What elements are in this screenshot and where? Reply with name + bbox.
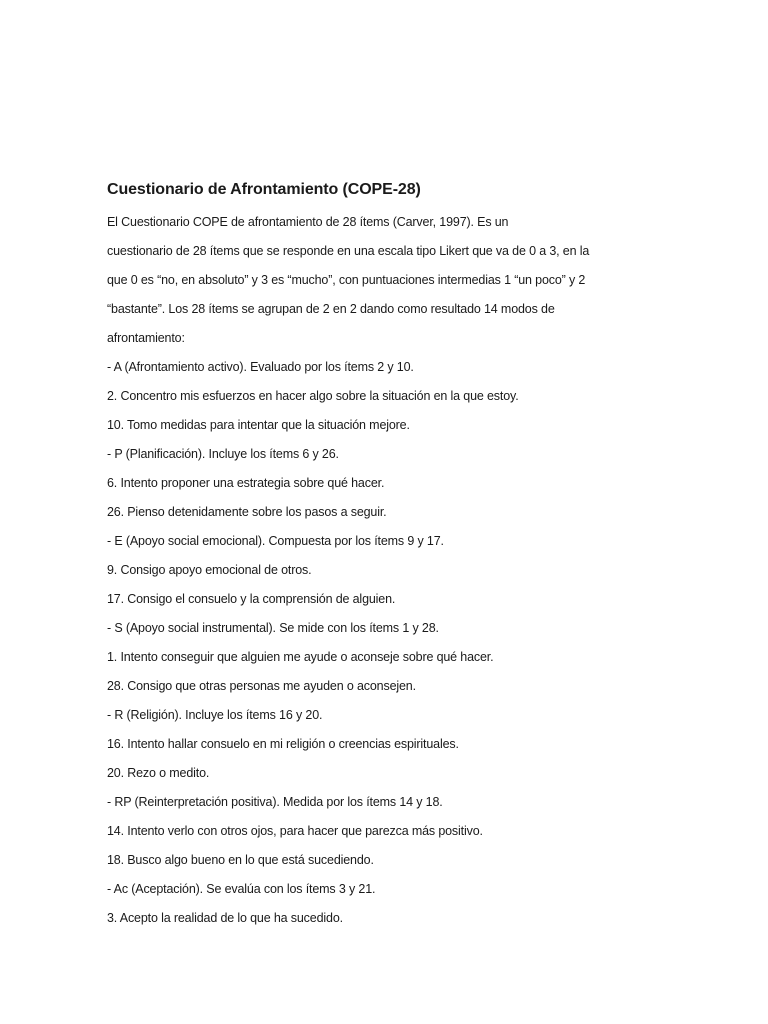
item-line: 6. Intento proponer una estrategia sobre qué hacer.: [107, 476, 385, 490]
item-line: 2. Concentro mis esfuerzos en hacer algo sobre la situación en la que estoy.: [107, 389, 519, 403]
item-line: 3. Acepto la realidad de lo que ha sucedido.: [107, 911, 343, 925]
items-list: [107, 353, 667, 933]
document-title: Cuestionario de Afrontamiento (COPE-28): [107, 181, 421, 198]
intro-line: El Cuestionario COPE de afrontamiento de 28 ítems (Carver, 1997). Es un: [107, 215, 509, 229]
category-line: - R (Religión). Incluye los ítems 16 y 20.: [107, 708, 323, 722]
item-line: 1. Intento conseguir que alguien me ayude o aconseje sobre qué hacer.: [107, 650, 494, 664]
intro-line: que 0 es “no, en absoluto” y 3 es “mucho”, con puntuaciones intermedias 1 “un poco” y 2: [107, 273, 586, 287]
category-line: - Ac (Aceptación). Se evalúa con los ítems 3 y 21.: [107, 882, 376, 896]
category-line: - A (Afrontamiento activo). Evaluado por los ítems 2 y 10.: [107, 360, 414, 374]
item-line: 26. Pienso detenidamente sobre los pasos a seguir.: [107, 505, 387, 519]
intro-line: cuestionario de 28 ítems que se responde en una escala tipo Likert que va de 0 a 3, en la: [107, 244, 590, 258]
category-line: - RP (Reinterpretación positiva). Medida por los ítems 14 y 18.: [107, 795, 443, 809]
item-line: 14. Intento verlo con otros ojos, para hacer que parezca más positivo.: [107, 824, 483, 838]
item-line: 17. Consigo el consuelo y la comprensión de alguien.: [107, 592, 396, 606]
category-line: - S (Apoyo social instrumental). Se mide con los ítems 1 y 28.: [107, 621, 439, 635]
item-line: 9. Consigo apoyo emocional de otros.: [107, 563, 312, 577]
item-line: 18. Busco algo bueno en lo que está sucediendo.: [107, 853, 374, 867]
document-content: [107, 178, 667, 933]
item-line: 20. Rezo o medito.: [107, 766, 210, 780]
intro-line: afrontamiento:: [107, 331, 185, 345]
category-line: - P (Planificación). Incluye los ítems 6 y 26.: [107, 447, 339, 461]
item-line: 16. Intento hallar consuelo en mi religión o creencias espirituales.: [107, 737, 459, 751]
intro-line: “bastante”. Los 28 ítems se agrupan de 2 en 2 dando como resultado 14 modos de: [107, 302, 555, 316]
item-line: 28. Consigo que otras personas me ayuden o aconsejen.: [107, 679, 416, 693]
item-line: 10. Tomo medidas para intentar que la situación mejore.: [107, 418, 410, 432]
intro-paragraph: [107, 208, 667, 353]
category-line: - E (Apoyo social emocional). Compuesta por los ítems 9 y 17.: [107, 534, 444, 548]
